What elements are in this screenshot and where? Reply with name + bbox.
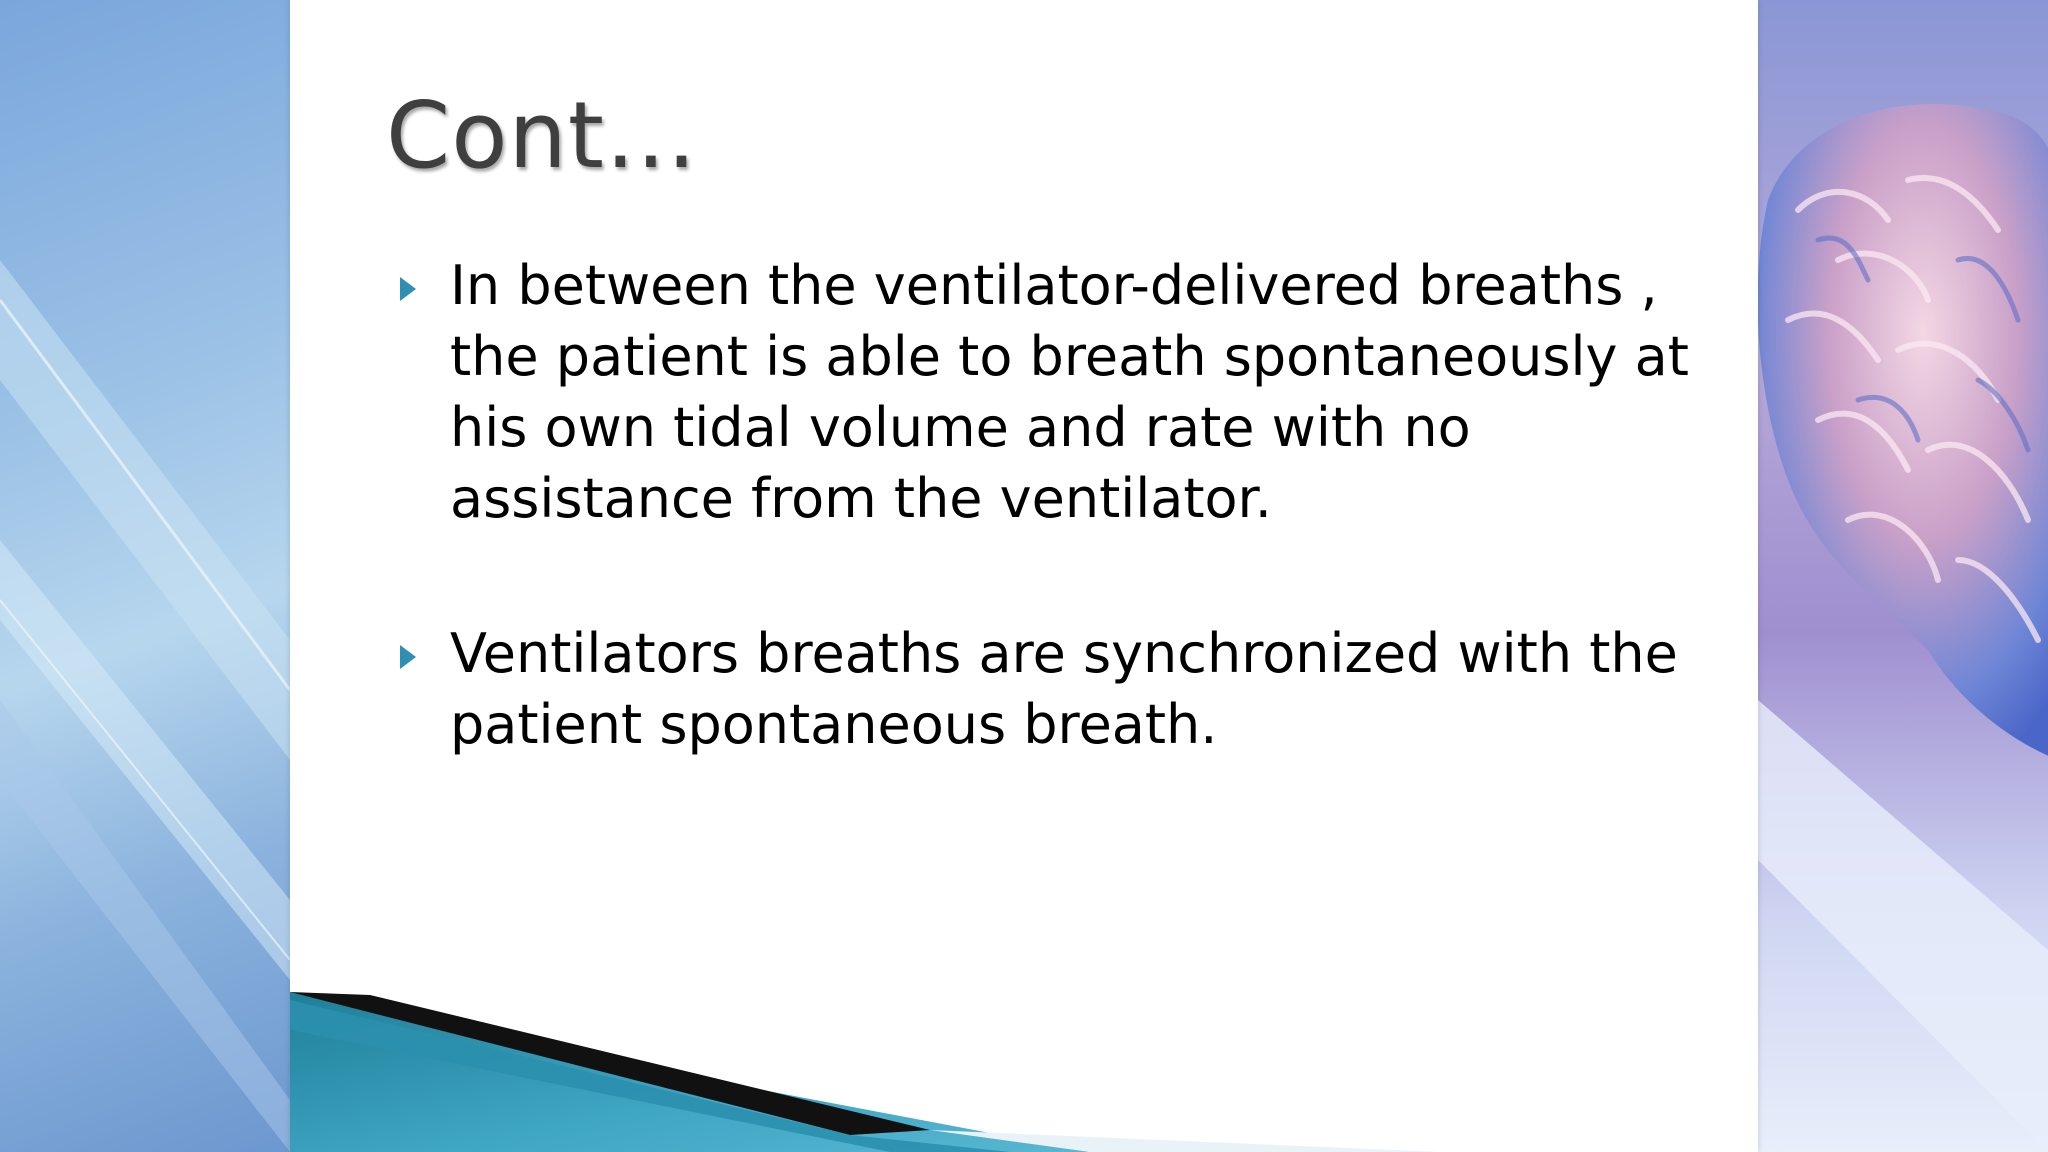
- brain-image: [1758, 0, 2048, 1152]
- left-decorative-panel: [0, 0, 290, 1152]
- slide: [290, 0, 1758, 1152]
- bullet-text: Ventilators breaths are synchronized with the patient spontaneous breath.: [450, 622, 1678, 756]
- slide-title: Cont…: [386, 82, 698, 189]
- diagonal-lines-graphic: [0, 0, 290, 1152]
- teal-wedge-graphic: [290, 0, 1758, 1152]
- bullet-text: In between the ventilator-delivered breaths , the patient is able to breath spontaneously at his own tidal volume and rate with no assistance from the ventilator.: [450, 254, 1689, 530]
- right-decorative-panel: [1758, 0, 2048, 1152]
